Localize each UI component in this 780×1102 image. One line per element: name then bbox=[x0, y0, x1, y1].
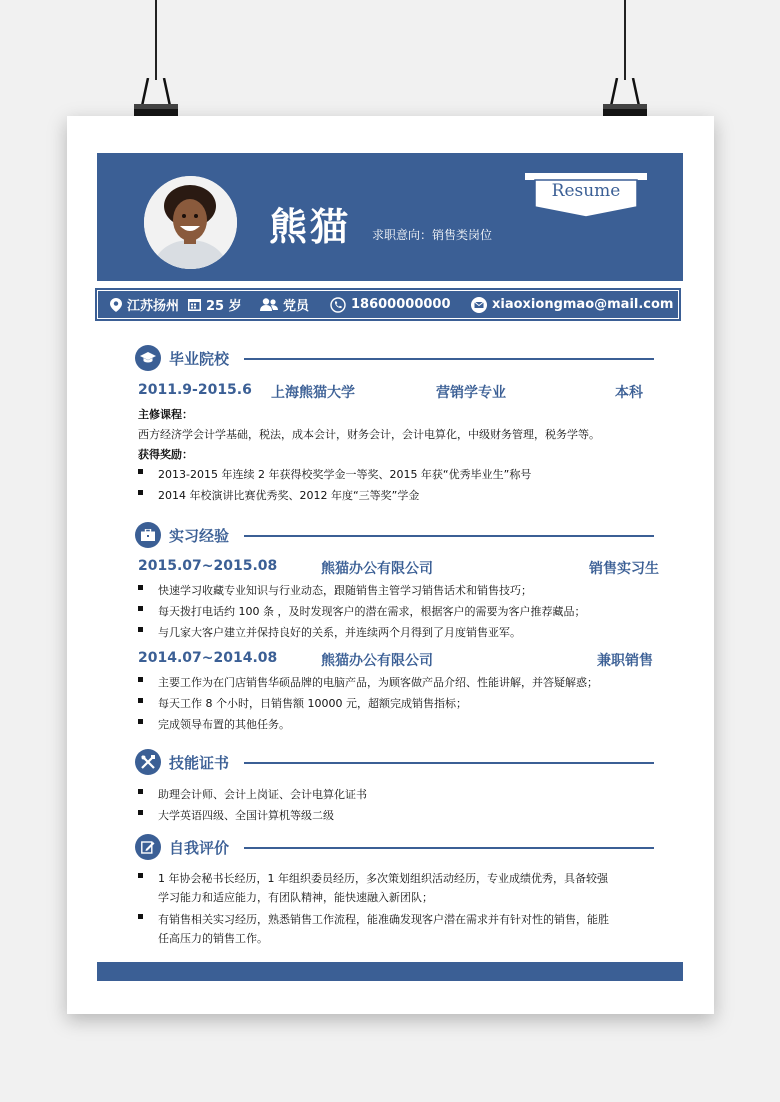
avatar bbox=[144, 176, 237, 269]
info-email bbox=[471, 291, 673, 318]
people-icon bbox=[260, 298, 278, 311]
section-skills-header bbox=[135, 749, 229, 775]
job-period: 2015.07~2015.08 bbox=[138, 558, 278, 574]
section-skills-title: 技能证书 bbox=[169, 753, 230, 772]
self-eval-item: 有销售相关实习经历，熟悉销售工作流程，能准确发现客户潜在需求并有针对性的销售，能胜 任高压力的销售工作。 bbox=[138, 910, 609, 948]
job-duty-item: 完成领导布置的其他任务。 bbox=[138, 715, 290, 734]
courses-text: 西方经济学会计学基础，税法，成本会计，财务会计，会计电算化，中级财务管理，税务学等。 bbox=[138, 428, 600, 441]
job-duty-item: 每天工作 8 个小时，日销售额 10000 元，超额完成销售指标； bbox=[138, 694, 467, 713]
phone-icon bbox=[330, 297, 346, 313]
calendar-icon bbox=[188, 298, 201, 311]
job-duty-item: 每天拨打电话约 100 条 ，及时发现客户的潜在需求，根据客户的需要为客户推荐藏品； bbox=[138, 602, 585, 621]
briefcase-icon bbox=[135, 522, 161, 548]
self-eval-item: 1 年协会秘书长经历，1 年组织委员经历，多次策划组织活动经历，专业成绩优秀，具备较强 学习能力和适应能力，有团队精神，能快速融入新团队； bbox=[138, 869, 608, 907]
courses-label: 主修课程： bbox=[138, 408, 193, 421]
info-location-text: 江苏扬州 bbox=[127, 299, 180, 314]
job-duty-item: 快速学习收藏专业知识与行业动态，跟随销售主管学习销售话术和销售技巧； bbox=[138, 581, 532, 600]
resume-header bbox=[97, 153, 683, 281]
job-objective: 求职意向：销售类岗位 bbox=[372, 228, 493, 242]
job-company: 熊猫办公有限公司 bbox=[321, 653, 433, 669]
info-age-text: 25 岁 bbox=[206, 299, 242, 314]
edu-period: 2011.9-2015.6 bbox=[138, 382, 252, 398]
hanging-wire-right bbox=[624, 0, 626, 80]
edu-degree: 本科 bbox=[615, 385, 643, 401]
footer-bar bbox=[97, 962, 683, 981]
candidate-name: 熊猫 bbox=[269, 205, 352, 249]
section-education-header bbox=[135, 345, 229, 371]
section-education-title: 毕业院校 bbox=[169, 349, 230, 368]
job-company: 熊猫办公有限公司 bbox=[321, 561, 433, 577]
job-role: 销售实习生 bbox=[589, 561, 659, 577]
info-email-text: xiaoxiongmao@mail.com bbox=[492, 297, 674, 312]
job-period: 2014.07~2014.08 bbox=[138, 650, 278, 666]
location-pin-icon bbox=[110, 298, 122, 312]
award-item: 2014 年校演讲比赛优秀奖、2012 年度“三等奖”学金 bbox=[138, 486, 419, 505]
section-self-title: 自我评价 bbox=[169, 838, 230, 857]
info-phone-text: 18600000000 bbox=[351, 297, 451, 312]
section-education-divider bbox=[244, 358, 654, 360]
resume-paper bbox=[67, 116, 714, 1014]
tools-icon bbox=[135, 749, 161, 775]
mail-icon bbox=[471, 297, 487, 313]
hanging-wire-left bbox=[155, 0, 157, 80]
edu-school: 上海熊猫大学 bbox=[271, 385, 355, 401]
job-role: 兼职销售 bbox=[597, 653, 653, 669]
section-skills-divider bbox=[244, 762, 654, 764]
section-experience-header bbox=[135, 522, 229, 548]
award-item: 2013-2015 年连续 2 年获得校奖学金一等奖、2015 年获“优秀毕业生”称号 bbox=[138, 465, 531, 484]
awards-label: 获得奖励： bbox=[138, 448, 193, 461]
section-self-header bbox=[135, 834, 229, 860]
resume-badge-label: Resume bbox=[551, 181, 621, 201]
info-age bbox=[188, 291, 242, 318]
info-politics-text: 党员 bbox=[283, 299, 310, 314]
info-phone bbox=[330, 291, 451, 318]
skill-item: 大学英语四级、全国计算机等级二级 bbox=[138, 806, 334, 825]
skill-item: 助理会计师、会计上岗证、会计电算化证书 bbox=[138, 785, 367, 804]
job-duty-item: 主要工作为在门店销售华硕品牌的电脑产品，为顾客做产品介绍、性能讲解，并答疑解惑； bbox=[138, 673, 598, 692]
edit-icon bbox=[135, 834, 161, 860]
resume-badge bbox=[525, 173, 647, 219]
graduation-cap-icon bbox=[135, 345, 161, 371]
section-experience-title: 实习经验 bbox=[169, 526, 230, 545]
section-experience-divider bbox=[244, 535, 654, 537]
edu-major: 营销学专业 bbox=[436, 385, 506, 401]
section-self-divider bbox=[244, 847, 654, 849]
contact-info-bar bbox=[97, 290, 679, 319]
info-location bbox=[110, 291, 179, 318]
info-politics bbox=[260, 291, 309, 318]
avatar-portrait-icon bbox=[144, 176, 237, 269]
job-duty-item: 与几家大客户建立并保持良好的关系，并连续两个月得到了月度销售亚军。 bbox=[138, 623, 521, 642]
